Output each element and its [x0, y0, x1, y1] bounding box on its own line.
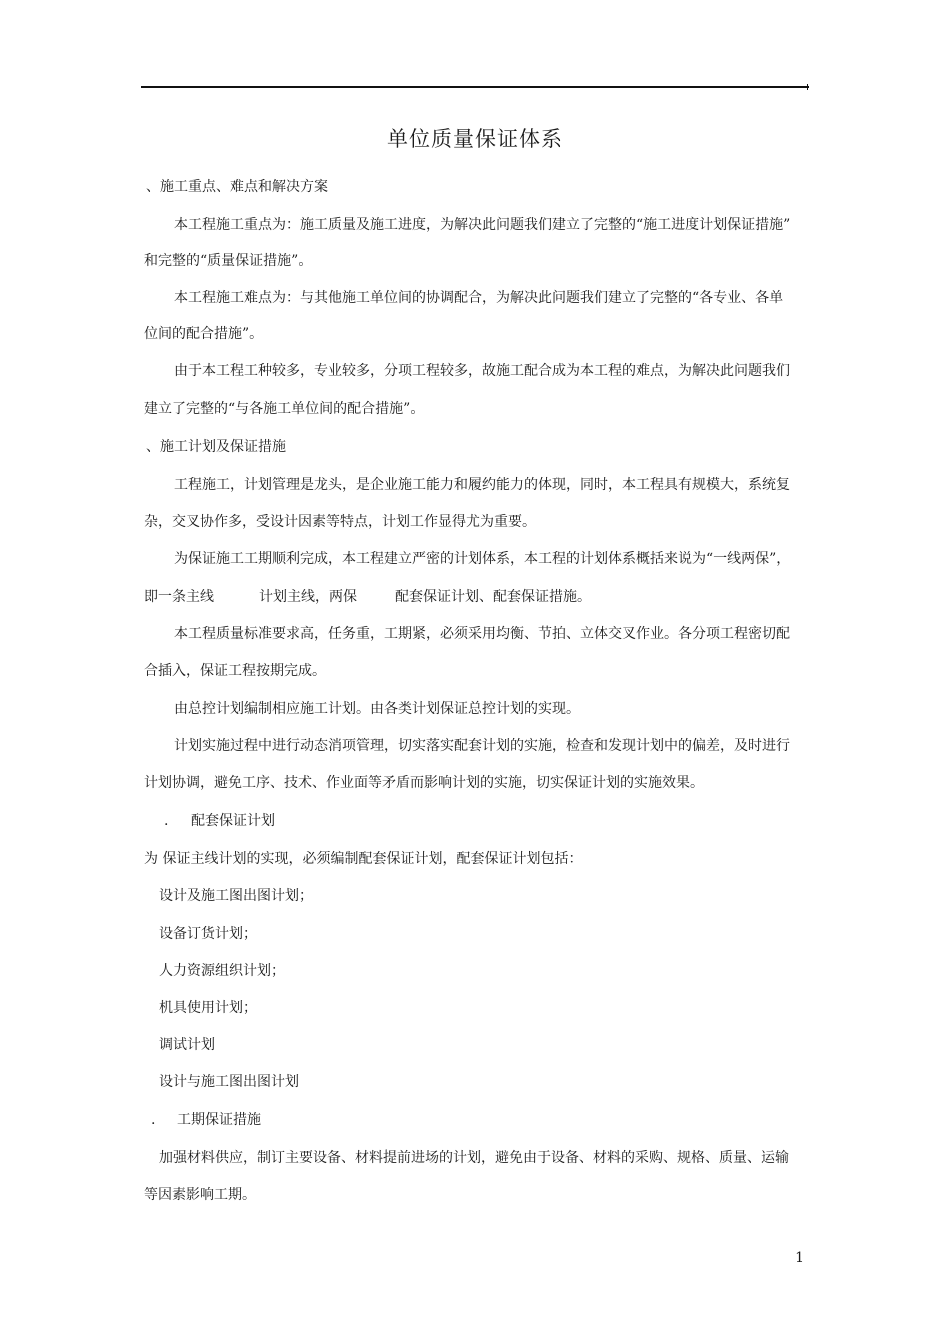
subsection-2-heading: 工期保证措施 [177, 1112, 261, 1128]
paragraph-line: 建立了完整的“与各施工单位间的配合措施”。 [144, 401, 425, 417]
paragraph-line: 配套保证计划、配套保证措施。 [395, 589, 591, 605]
paragraph-line: 为 保证主线计划的实现，必须编制配套保证计划，配套保证计划包括： [144, 851, 583, 867]
section-2-heading: 、施工计划及保证措施 [146, 439, 286, 455]
paragraph-line: 本工程质量标准要求高，任务重，工期紧，必须采用均衡、节拍、立体交叉作业。各分项工程密切配 [174, 626, 790, 642]
paragraph-line: 工程施工，计划管理是龙头，是企业施工能力和履约能力的体现，同时，本工程具有规模大，系统复 [174, 477, 790, 493]
paragraph-line: 由于本工程工种较多，专业较多，分项工程较多，故施工配合成为本工程的难点，为解决此问题我们 [174, 363, 790, 379]
paragraph-line: 本工程施工重点为：施工质量及施工进度，为解决此问题我们建立了完整的“施工进度计划保证措施” [174, 217, 791, 233]
header-rule-tick [807, 84, 808, 90]
paragraph-line: 杂，交叉协作多，受设计因素等特点，计划工作显得尤为重要。 [144, 514, 536, 530]
paragraph-line: 计划协调，避免工序、技术、作业面等矛盾而影响计划的实施，切实保证计划的实施效果。 [144, 775, 704, 791]
paragraph-line: 即一条主线 [144, 589, 214, 605]
list-item: 设备订货计划； [159, 926, 257, 942]
list-item: 人力资源组织计划； [159, 963, 285, 979]
paragraph-line: 为保证施工工期顺利完成，本工程建立严密的计划体系，本工程的计划体系概括来说为“一线两保”， [174, 551, 791, 567]
subsection-1-marker: . [164, 813, 169, 829]
section-1-heading: 、施工重点、难点和解决方案 [146, 179, 328, 195]
paragraph-line: 由总控计划编制相应施工计划。由各类计划保证总控计划的实现。 [174, 701, 580, 717]
paragraph-line: 加强材料供应，制订主要设备、材料提前进场的计划，避免由于设备、材料的采购、规格、质量、运输 [159, 1150, 789, 1166]
paragraph-line: 本工程施工难点为：与其他施工单位间的协调配合，为解决此问题我们建立了完整的“各专业、各单 [174, 290, 784, 306]
paragraph-line: 位间的配合措施”。 [144, 326, 264, 342]
page-number: 1 [795, 1250, 804, 1266]
paragraph-line: 合插入，保证工程按期完成。 [144, 663, 326, 679]
subsection-1-heading: 配套保证计划 [191, 813, 275, 829]
list-item: 机具使用计划； [159, 1000, 257, 1016]
paragraph-line: 等因素影响工期。 [144, 1187, 256, 1203]
list-item: 设计与施工图出图计划 [159, 1074, 299, 1090]
header-rule [141, 86, 809, 88]
subsection-2-marker: . [151, 1112, 156, 1128]
paragraph-line: 计划实施过程中进行动态消项管理，切实落实配套计划的实施，检查和发现计划中的偏差，及时进行 [174, 738, 790, 754]
paragraph-line: 和完整的“质量保证措施”。 [144, 253, 313, 269]
page-title: 单位质量保证体系 [387, 127, 563, 151]
list-item: 设计及施工图出图计划； [159, 888, 313, 904]
list-item: 调试计划 [159, 1037, 215, 1053]
paragraph-line: 计划主线，两保 [259, 589, 357, 605]
